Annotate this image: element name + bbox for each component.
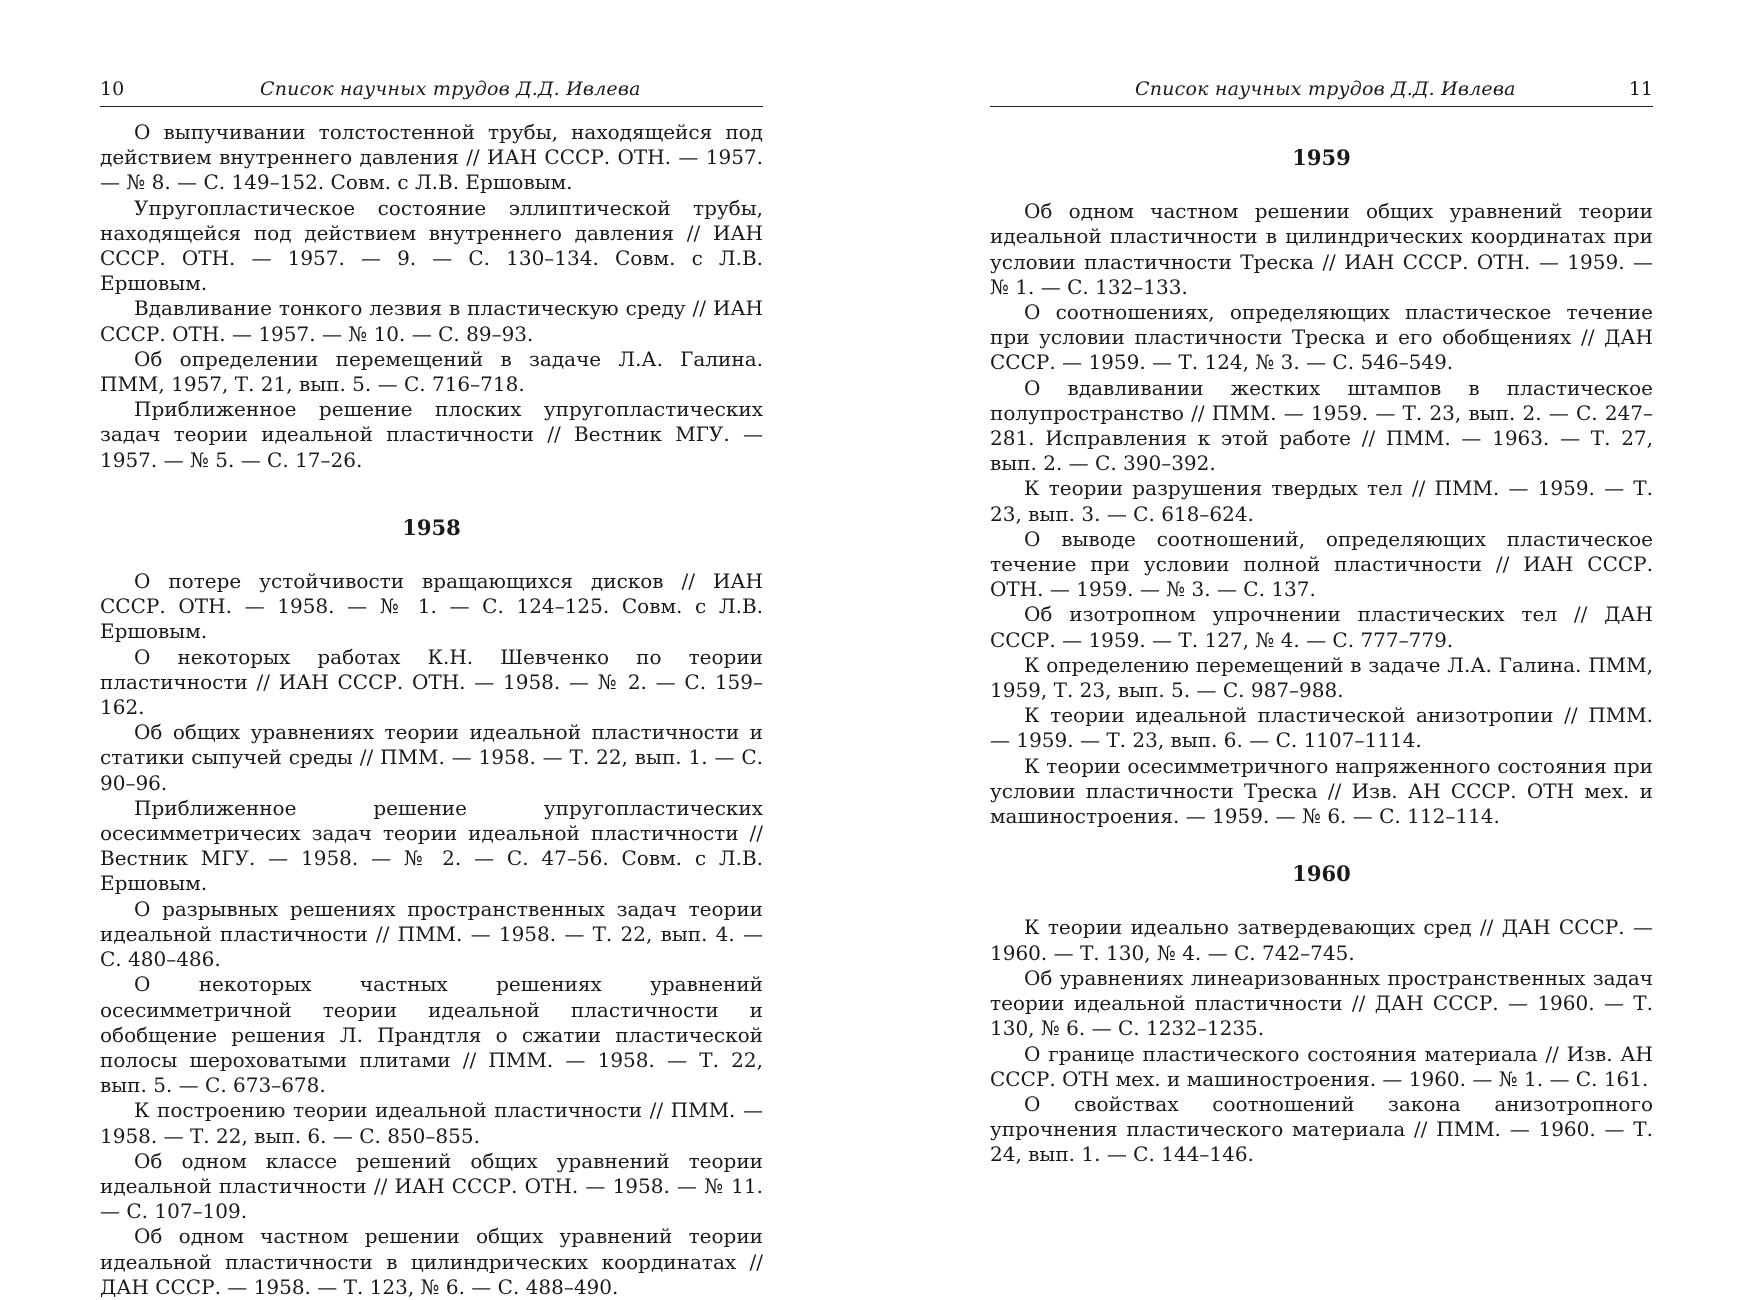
bibliography-entry: Об одном частном решении общих уравнений теории идеальной пластичности в цилиндрических координатах при условии пластичности Треска // ИАН СССР. ОТН. — 1959. — № 1. — С. 132–133. [990, 199, 1653, 299]
page-number: 10 [100, 78, 125, 100]
page-number: 11 [1628, 78, 1653, 100]
bibliography-entry: Об одном классе решений общих уравнений теории идеальной пластичности // ИАН СССР. ОТН. — 1958. — № 11. — С. 107–109. [100, 1148, 763, 1224]
bibliography-entry: Об изотропном упрочнении пластических тел // ДАН СССР. — 1959. — Т. 127, № 4. — С. 777–779. [990, 602, 1653, 652]
bibliography-entry: О свойствах соотношений закона анизотропного упрочнения пластического материала // ПММ. — 1960. — Т. 24, вып. 1. — С. 144–146. [990, 1091, 1653, 1167]
right-page [877, 0, 1754, 1241]
left-page [0, 0, 877, 1299]
running-head-left [100, 78, 763, 107]
bibliography-entry: Об уравнениях линеаризованных пространственных задач теории идеальной пластичности // ДАН СССР. — 1960. — Т. 130, № 6. — С. 1232–1235. [990, 965, 1653, 1041]
bibliography-entry: К теории осесимметричного напряженного состояния при условии пластичности Треска // Изв. АН СССР. ОТН мех. и машиностроения. — 1959. — № 6. — С. 112–114. [990, 753, 1653, 829]
bibliography-entry: К теории идеальной пластической анизотропии // ПММ. — 1959. — Т. 23, вып. 6. — С. 1107–1114. [990, 703, 1653, 753]
bibliography-entry: Об одном частном решении общих уравнений теории идеальной пластичности в цилиндрических координатах // ДАН СССР. — 1958. — Т. 123, № 6. — С. 488–490. [100, 1224, 763, 1299]
bibliography-entry: К теории идеально затвердевающих сред // ДАН СССР. — 1960. — Т. 130, № 4. — С. 742–745. [990, 915, 1653, 965]
running-title: Список научных трудов Д.Д. Ивлева [260, 78, 641, 100]
year-heading-1959: 1959 [1292, 145, 1351, 170]
bibliography-entry: О вдавливании жестких штампов в пластическое полупространство // ПММ. — 1959. — Т. 23, вып. 2. — С. 247–281. Исправления к этой работе // ПММ. — 1963. — Т. 27, вып. 2. — С. 390–392. [990, 375, 1653, 476]
bibliography-entry: Приближенное решение плоских упругопластических задач теории идеальной пластичности // Вестник МГУ. — 1957. — № 5. — С. 17–26. [100, 397, 763, 472]
bibliography-entry: О выпучивании толстостенной трубы, находящейся под действием внутреннего давления // ИАН СССР. ОТН. — 1957. — № 8. — С. 149–152. Совм. с Л.В. Ершовым. [100, 120, 763, 195]
bibliography-entry: О соотношениях, определяющих пластическое течение при условии пластичности Треска и его обобщениях // ДАН СССР. — 1959. — Т. 124, № 3. — С. 546–549. [990, 300, 1653, 375]
bibliography-entry: Об общих уравнениях теории идеальной пластичности и статики сыпучей среды // ПММ. — 1958. — Т. 22, вып. 1. — С. 90–96. [100, 720, 763, 795]
bibliography-entry: О некоторых частных решениях уравнений осесимметричной теории идеальной пластичности и обобщение решения Л. Прандтля о сжатии пластической полосы шероховатыми плитами // ПММ. — 1958. — Т. 22, вып. 5. — С. 673–678. [100, 972, 763, 1098]
year-heading-1960: 1960 [1292, 861, 1351, 887]
bibliography-entry: О выводе соотношений, определяющих пластическое течение при условии полной пластичности // ИАН СССР. ОТН. — 1959. — № 3. — С. 137. [990, 526, 1653, 602]
bibliography-entry: О потере устойчивости вращающихся дисков // ИАН СССР. ОТН. — 1958. — № 1. — С. 124–125. Совм. с Л.В. Ершовым. [100, 569, 763, 644]
right-text-block [990, 145, 1653, 1168]
bibliography-entry: К теории разрушения твердых тел // ПММ. — 1959. — Т. 23, вып. 3. — С. 618–624. [990, 476, 1653, 526]
left-text-block [100, 120, 763, 1300]
bibliography-entry: К построению теории идеальной пластичности // ПММ. — 1958. — Т. 22, вып. 6. — С. 850–855. [100, 1098, 763, 1148]
bibliography-entry: Вдавливание тонкого лезвия в пластическую среду // ИАН СССР. ОТН. — 1957. — № 10. — С. 89–93. [100, 296, 763, 346]
bibliography-entry: Приближенное решение упругопластических осесимметричесих задач теории идеальной пластичности // Вестник МГУ. — 1958. — № 2. — С. 47–56. Совм. с Л.В. Ершовым. [100, 795, 763, 896]
bibliography-entry: О границе пластического состояния материала // Изв. АН СССР. ОТН мех. и машиностроения. — 1960. — № 1. — С. 161. [990, 1041, 1653, 1091]
running-title: Список научных трудов Д.Д. Ивлева [1135, 78, 1516, 100]
bibliography-entry: Упругопластическое состояние эллиптической трубы, находящейся под действием внутреннего давления // ИАН СССР. ОТН. — 1957. — 9. — С. 130–134. Совм. с Л.В. Ершовым. [100, 195, 763, 296]
bibliography-entry: Об определении перемещений в задаче Л.А. Галина. ПММ, 1957, Т. 21, вып. 5. — С. 716–718. [100, 346, 763, 397]
bibliography-entry: О разрывных решениях пространственных задач теории идеальной пластичности // ПММ. — 1958. — Т. 22, вып. 4. — С. 480–486. [100, 896, 763, 972]
bibliography-entry: О некоторых работах К.Н. Шевченко по теории пластичности // ИАН СССР. ОТН. — 1958. — № 2. — С. 159–162. [100, 644, 763, 720]
bibliography-entry: К определению перемещений в задаче Л.А. Галина. ПММ, 1959, Т. 23, вып. 5. — С. 987–988. [990, 652, 1653, 703]
year-heading-1958: 1958 [402, 514, 461, 540]
running-head-right [990, 78, 1653, 107]
